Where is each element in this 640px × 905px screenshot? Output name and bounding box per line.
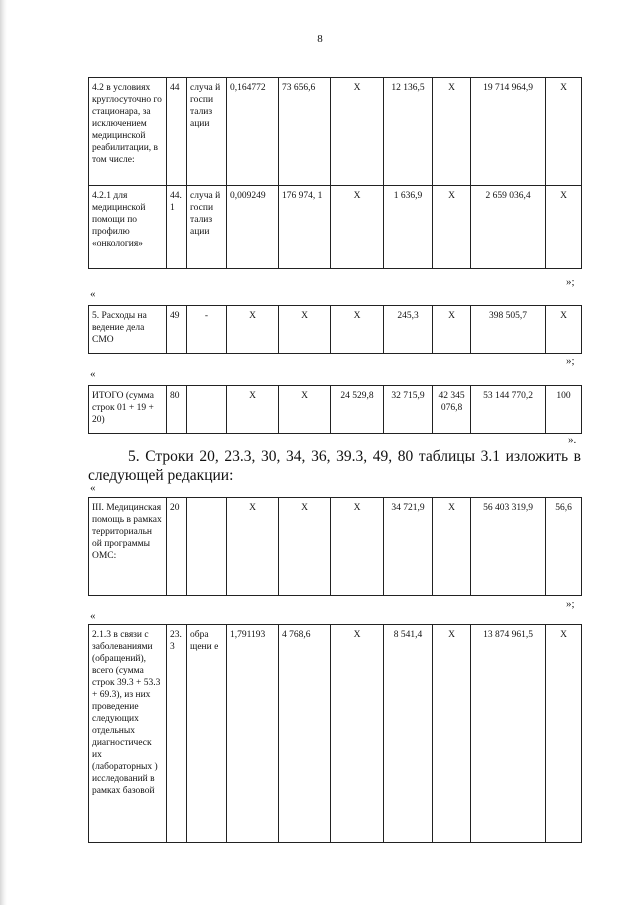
table-row	[89, 498, 582, 596]
cell-x: Х	[227, 386, 279, 434]
table-row	[89, 186, 582, 269]
cell-x: Х	[227, 498, 279, 596]
cell-row-number: 80	[167, 386, 187, 434]
closing-quote: ».	[568, 434, 577, 446]
closing-quote: »;	[566, 276, 575, 288]
cell-x: Х	[279, 306, 331, 354]
cell-volume-norm: 0,009249	[227, 186, 279, 269]
cell-name: ИТОГО (сумма строк 01 + 19 + 20)	[89, 386, 167, 434]
table-row-49	[88, 305, 582, 354]
cell-row-number: 49	[167, 306, 187, 354]
cell-per-capita: 32 715,9	[384, 386, 433, 434]
cell-volume-norm: 1,791193	[227, 625, 279, 843]
cell-unit: -	[187, 306, 227, 354]
cell-volume-norm: 0,164772	[227, 78, 279, 186]
cell-x: Х	[331, 498, 384, 596]
cell-row-number: 44	[167, 78, 187, 186]
cell-per-capita: 8 541,4	[384, 625, 433, 843]
cell-name: 4.2 в условиях круглосуточно го стационара, за исключением медицинской реабилитации, в том числе:	[89, 78, 167, 186]
cell-unit: случа й госпи тализ ации	[187, 78, 227, 186]
cell-unit: случа й госпи тализ ации	[187, 186, 227, 269]
scan-edge-shadow	[0, 0, 7, 905]
cell-x: Х	[546, 78, 582, 186]
table-row	[89, 306, 582, 354]
cell-total: 2 659 036,4	[471, 186, 546, 269]
opening-quote: «	[90, 368, 96, 380]
amendment-paragraph: 5. Строки 20, 23.3, 30, 34, 36, 39.3, 49, 80 таблицы 3.1 изложить в следующей редакции:	[88, 448, 581, 484]
cell-value: 24 529,8	[331, 386, 384, 434]
cell-per-capita: 34 721,9	[384, 498, 433, 596]
closing-quote: »;	[566, 355, 575, 367]
cell-x: Х	[546, 625, 582, 843]
page-number: 8	[317, 33, 323, 45]
cell-per-capita: 1 636,9	[384, 186, 433, 269]
cell-per-capita: 245,3	[384, 306, 433, 354]
cell-name: 2.1.3 в связи с заболеваниями (обращений), всего (сумма строк 39.3 + 53.3 + 69.3), из них проведение следующих отдельных диагностическ их (лабораторных ) исследований в рамках базовой	[89, 625, 167, 843]
cell-cost-norm: 176 974, 1	[279, 186, 331, 269]
cell-name: III. Медицинская помощь в рамках территориальн ой программы ОМС:	[89, 498, 167, 596]
table-row-20	[88, 497, 582, 596]
cell-x: Х	[227, 306, 279, 354]
cell-x: Х	[433, 498, 471, 596]
cell-total: 19 714 964,9	[471, 78, 546, 186]
cell-x: Х	[433, 78, 471, 186]
cell-cost-norm: 4 768,6	[279, 625, 331, 843]
cell-total: 53 144 770,2	[471, 386, 546, 434]
cell-unit	[187, 498, 227, 596]
cell-row-number: 23. 3	[167, 625, 187, 843]
cell-x: Х	[279, 386, 331, 434]
cell-unit: обра щени е	[187, 625, 227, 843]
cell-x: Х	[433, 625, 471, 843]
cell-x: Х	[433, 306, 471, 354]
cell-x: Х	[546, 306, 582, 354]
opening-quote: «	[90, 610, 96, 622]
table-row	[89, 78, 582, 186]
cell-x: Х	[331, 625, 384, 843]
cell-name: 5. Расходы на ведение дела СМО	[89, 306, 167, 354]
cell-share: 100	[546, 386, 582, 434]
opening-quote: «	[90, 288, 96, 300]
table-row-80	[88, 385, 582, 434]
table-rows-4-2	[88, 77, 582, 269]
cell-total: 13 874 961,5	[471, 625, 546, 843]
opening-quote: «	[90, 482, 96, 494]
cell-share: 56,6	[546, 498, 582, 596]
cell-per-capita: 12 136,5	[384, 78, 433, 186]
cell-cost-norm: 73 656,6	[279, 78, 331, 186]
cell-name: 4.2.1 для медицинской помощи по профилю «онкология»	[89, 186, 167, 269]
cell-row-number: 44. 1	[167, 186, 187, 269]
cell-total: 56 403 319,9	[471, 498, 546, 596]
closing-quote: »;	[566, 598, 575, 610]
cell-total: 398 505,7	[471, 306, 546, 354]
table-row	[89, 386, 582, 434]
table-row	[89, 625, 582, 843]
cell-x: Х	[546, 186, 582, 269]
cell-x: Х	[331, 78, 384, 186]
cell-x: Х	[331, 306, 384, 354]
cell-value: 42 345 076,8	[433, 386, 471, 434]
table-row-23-3	[88, 624, 582, 843]
cell-x: Х	[331, 186, 384, 269]
cell-x: Х	[433, 186, 471, 269]
cell-x: Х	[279, 498, 331, 596]
cell-unit	[187, 386, 227, 434]
cell-row-number: 20	[167, 498, 187, 596]
